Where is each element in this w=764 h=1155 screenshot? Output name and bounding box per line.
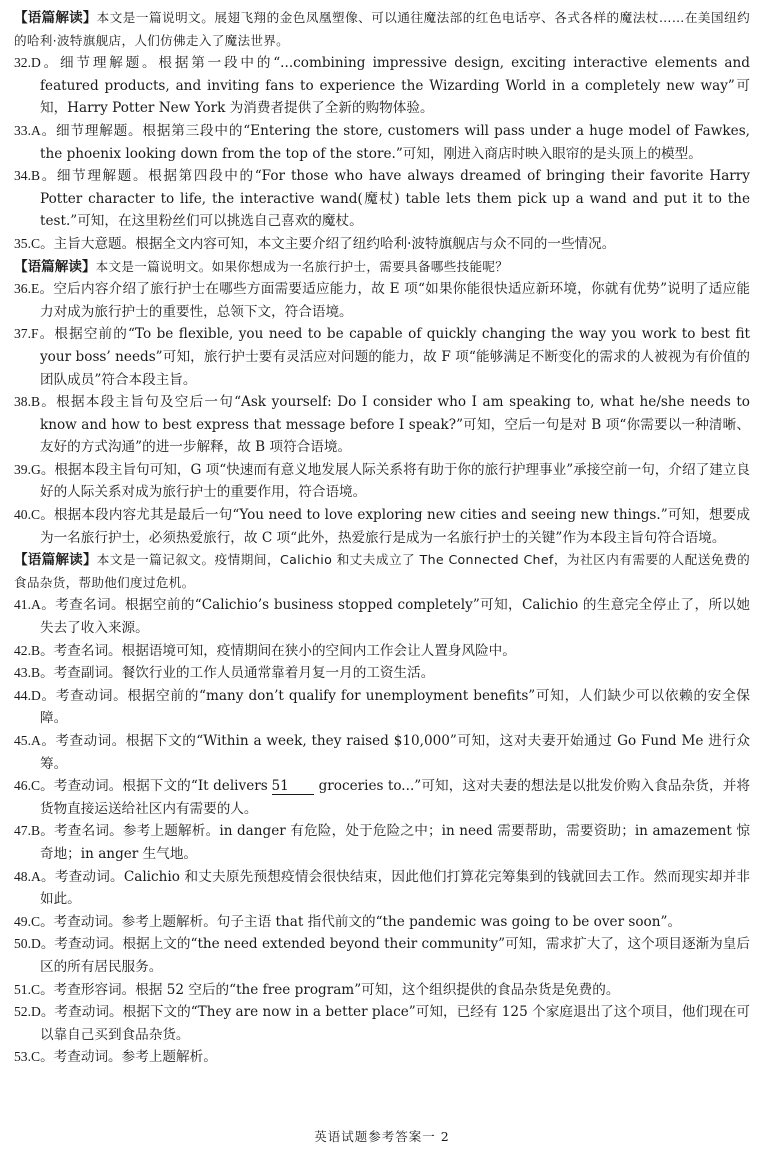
question-number: 38. [14,394,31,410]
question-number: 37. [14,326,31,342]
answer-letter: E [31,281,40,297]
answer-letter: A [31,122,41,138]
explanation-text: 。考查动词。Calichio 和丈夫原先预想疫情会很快结束，因此他们打算花完筹集到的钱就回去工作。然而现实却并非如此。 [40,868,750,908]
question-number: 35. [14,235,31,251]
answer-item [14,459,750,504]
answer-letter: C [31,507,41,523]
question-number: 43. [14,665,31,681]
answer-letter: C [31,981,41,997]
answer-item [14,775,750,820]
answer-letter: B [31,665,41,681]
question-number: 49. [14,913,31,929]
question-number: 33. [14,122,31,138]
answer-letter: B [31,823,41,839]
explanation-text: 。考查动词。根据上文的“the need extended beyond their community”可知，需求扩大了，这个项目逐渐为皇后区的所有居民服务。 [40,936,750,975]
explanation-text: 。主旨大意题。根据全文内容可知，本文主要介绍了纽约哈利·波特旗舰店与众不同的一些情况。 [40,235,616,252]
answer-item [14,1001,750,1046]
question-number: 39. [14,461,31,477]
answer-item [14,662,750,685]
question-number: 41. [14,597,31,613]
explanation-text: 。根据本段主旨句及空后一句“Ask yourself: Do I consider who I am speaking to, what he/she needs to know and how to best express that message before I speak?”可知，空后一句是对 B 项“你需要以一种清晰、友好的方式沟通”的进一步解释，故 B 项符合语境。 [40,394,750,456]
answer-item [14,866,750,911]
explanation-text: 。根据本段主旨句可知，G 项“快速而有意义地发展人际关系将有助于你的旅行护理事业”承接空前一句，介绍了建立良好的人际关系对成为旅行护士的重要作用，符合语境。 [40,461,750,501]
answer-item [14,730,750,775]
question-number: 34. [14,168,31,184]
answer-item [14,323,750,391]
explanation-text: 。根据本段内容尤其是最后一句“You need to love exploring new cities and seeing new things.”可知，想要成为一名旅行护士，必须热爱旅行，故 C 项“此外，热爱旅行是成为一名旅行护士的关键”作为本段主旨句符合语境。 [40,507,750,546]
passage-intro [14,7,750,52]
question-number: 32. [14,55,31,71]
answer-letter: A [31,733,41,748]
page-footer: 英语试题参考答案一 2 [314,1129,450,1144]
blank-number: 51 [272,778,314,795]
explanation-text: 。根据空前的“To be flexible, you need to be capable of quickly changing the way you work to best fit your boss’ needs”可知，旅行护士要有灵活应对问题的能力，故 F 项“能够满足不断变化的需求的人被视为有价值的团队成员”符合本段主旨。 [38,326,750,388]
question-number: 48. [14,868,31,884]
answer-item [14,640,750,663]
answer-letter: B [31,394,41,410]
intro-text: 本文是一篇说明文。如果你想成为一名旅行护士，需要具备哪些技能呢？ [95,258,509,274]
answer-letter: D [31,55,41,71]
answer-letter: C [31,1049,41,1065]
question-number: 50. [14,936,31,952]
explanation-text: 。考查名词。根据语境可知，疫情期间在狭小的空间内工作会让人置身风险中。 [40,642,516,659]
explanation-text: 。考查动词。根据下文的“They are now in a better place”可知，已经有 125 个家庭退出了这个项目，他们现在可以靠自己买到食品杂货。 [40,1004,750,1043]
intro-tag: 【语篇解读】 [14,552,97,569]
answer-item [14,1046,750,1069]
answer-letter: G [31,461,41,477]
answer-item [14,820,750,865]
question-number: 52. [14,1004,31,1020]
answer-item [14,933,750,978]
answer-letter: B [31,642,41,658]
answer-item [14,685,750,730]
answer-letter: D [31,936,41,952]
question-number: 44. [14,687,31,703]
explanation-text: 。考查动词。参考上题解析。 [40,1049,217,1066]
answer-item [14,391,750,459]
answer-item [14,165,750,233]
question-number: 46. [14,778,31,794]
explanation-text: 。考查动词。根据下文的“It delivers [40,778,273,795]
question-number: 40. [14,507,31,523]
question-number: 51. [14,981,31,997]
explanation-text: 。考查副词。餐饮行业的工作人员通常靠着月复一月的工资生活。 [40,665,435,682]
explanation-text: 。细节理解题。根据第一段中的“...combining impressive design, exciting interactive elements and featured products, and inviting fans to experience the Wizarding World in a completely new way”可知，Harry Potter New York 为消费者提供了全新的购物体验。 [40,55,750,117]
explanation-text: 。考查形容词。根据 52 空后的“the free program”可知，这个组织提供的食品杂货是免费的。 [40,981,620,998]
answer-item [14,911,750,934]
answer-item [14,504,750,549]
answer-item [14,233,750,256]
explanation-text: 。细节理解题。根据第四段中的“For those who have always dreamed of bringing their favorite Harry Potter character to life, the interactive wand(魔杖) table lets them pick up a wand and put it to the test.”可知，在这里粉丝们可以挑选自己喜欢的魔杖。 [40,168,750,230]
intro-tag: 【语篇解读】 [14,258,96,275]
answer-letter: D [31,1004,41,1020]
explanation-text: 。考查动词。根据空前的“many don’t qualify for unemployment benefits”可知，人们缺少可以依赖的安全保障。 [40,687,750,727]
question-number: 36. [14,281,31,297]
explanation-text: groceries to...”可知，这对夫妻的想法是以批发价购入食品杂货，并将货物直接运送给社区内有需要的人。 [40,778,750,817]
intro-text: 本文是一篇说明文。展翅飞翔的金色凤凰塑像、可以通往魔法部的红色电话亭、各式各样的魔法杖……在美国纽约的哈利·波特旗舰店，人们仿佛走入了魔法世界。 [14,10,751,48]
answer-letter: A [31,868,41,884]
explanation-text: 。考查动词。根据下文的“Within a week, they raised $10,000”可知，这对夫妻开始通过 Go Fund Me 进行众筹。 [40,733,750,772]
explanation-text: 。考查动词。参考上题解析。句子主语 that 指代前文的“the pandemic was going to be over soon”。 [40,913,682,930]
answer-letter: A [31,597,41,613]
intro-tag: 【语篇解读】 [14,10,97,26]
answer-item [14,594,750,639]
answer-letter: C [31,913,41,929]
question-number: 47. [14,823,31,839]
passage-intro [14,256,750,279]
answer-item [14,278,750,323]
question-number: 53. [14,1049,31,1065]
answer-letter: F [31,326,39,342]
answer-item [14,120,750,165]
question-number: 42. [14,642,31,658]
explanation-text: 。空后内容介绍了旅行护士在哪些方面需要适应能力，故 E 项“如果你能很快适应新环境，你就有优势”说明了适应能力对成为旅行护士的重要性，总领下文，符合语境。 [39,281,750,320]
question-number: 45. [14,733,31,748]
explanation-text: 。细节理解题。根据第三段中的“Entering the store, customers will pass under a huge model of Fawkes, the phoenix looking down from the top of the store.”可知，刚进入商店时映入眼帘的是头顶上的模型。 [40,122,750,162]
answer-item [14,52,750,120]
intro-text: 本文是一篇记叙文。疫情期间，Calichio 和丈夫成立了 The Connected Chef，为社区内有需要的人配送免费的食品杂货，帮助他们度过危机。 [14,552,751,590]
answer-letter: C [31,235,41,251]
answer-item [14,979,750,1002]
answer-letter: B [31,168,41,184]
explanation-text: 。考查名词。根据空前的“Calichio’s business stopped completely”可知，Calichio 的生意完全停止了，所以她失去了收入来源。 [40,597,750,637]
explanation-text: 。考查名词。参考上题解析。in danger 有危险，处于危险之中；in need 需要帮助，需要资助；in amazement 惊奇地；in anger 生气地。 [40,823,750,862]
answer-content [14,7,750,1069]
answer-letter: D [31,687,41,703]
answer-letter: C [31,778,41,794]
passage-intro [14,549,750,594]
